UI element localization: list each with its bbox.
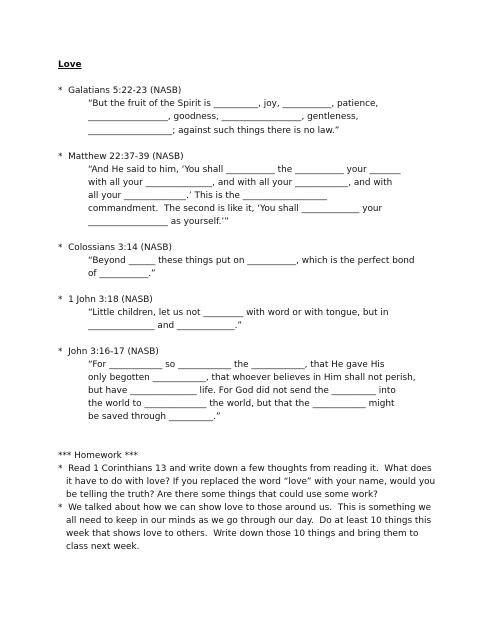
verse-line: but have _______________ life. For God did not send the __________ into: [88, 386, 396, 396]
verse-line: “For ____________ so ____________ the ____________, that He gave His: [88, 360, 385, 370]
verse-line: “Little children, let us not _________ with word or with tongue, but in: [88, 308, 389, 318]
verse-line: “Beyond ______ these things put on ___________, which is the perfect bond: [88, 256, 415, 266]
verse-reference: * Colossians 3:14 (NASB): [58, 243, 172, 253]
verse-reference: * Galatians 5:22-23 (NASB): [58, 86, 182, 96]
verse-line: with all your _______________, and with all your ____________, and with: [88, 178, 393, 188]
verse-line: “And He said to him, ‘You shall ___________ the ___________ your _______: [88, 165, 401, 175]
verse-line: be saved through __________.”: [88, 412, 221, 422]
verse-line: all your ______________.’ This is the ___________________: [88, 191, 328, 201]
verse-line: of ___________.”: [88, 269, 156, 279]
homework-line: class next week.: [66, 542, 140, 552]
verse-line: commandment. The second is like it, ‘You shall _____________ your: [88, 204, 383, 214]
homework-heading: *** Homework ***: [58, 451, 138, 461]
verse-reference: * Matthew 22:37-39 (NASB): [58, 152, 184, 162]
verse-line: “But the fruit of the Spirit is __________, joy, ___________, patience,: [88, 99, 379, 109]
page-title: Love: [58, 60, 82, 70]
verse-line: __________________, goodness, __________________, gentleness,: [88, 112, 359, 122]
verse-line: ___________________; against such things there is no law.”: [88, 126, 340, 136]
homework-line: be telling the truth? Are there some things that could use some work?: [66, 490, 378, 500]
homework-item: * We talked about how we can show love to those around us. This is something we: [58, 503, 432, 513]
homework-line: week that shows love to others. Write down those 10 things and bring them to: [66, 529, 419, 539]
verse-reference: * John 3:16-17 (NASB): [58, 347, 159, 357]
homework-item: * Read 1 Corinthians 13 and write down a few thoughts from reading it. What does: [58, 464, 432, 474]
homework-line: all need to keep in our minds as we go through our day. Do at least 10 things this: [66, 516, 432, 526]
homework-line: it have to do with love? If you replaced the word “love” with your name, would you: [66, 477, 436, 487]
verse-line: the world to ______________ the world, but that the ____________ might: [88, 399, 395, 409]
verse-line: only begotten ____________, that whoever believes in Him shall not perish,: [88, 373, 416, 383]
verse-line: _______________ and _____________.”: [88, 321, 243, 331]
verse-line: __________________ as yourself.’”: [88, 217, 229, 227]
verse-reference: * 1 John 3:18 (NASB): [58, 295, 153, 305]
